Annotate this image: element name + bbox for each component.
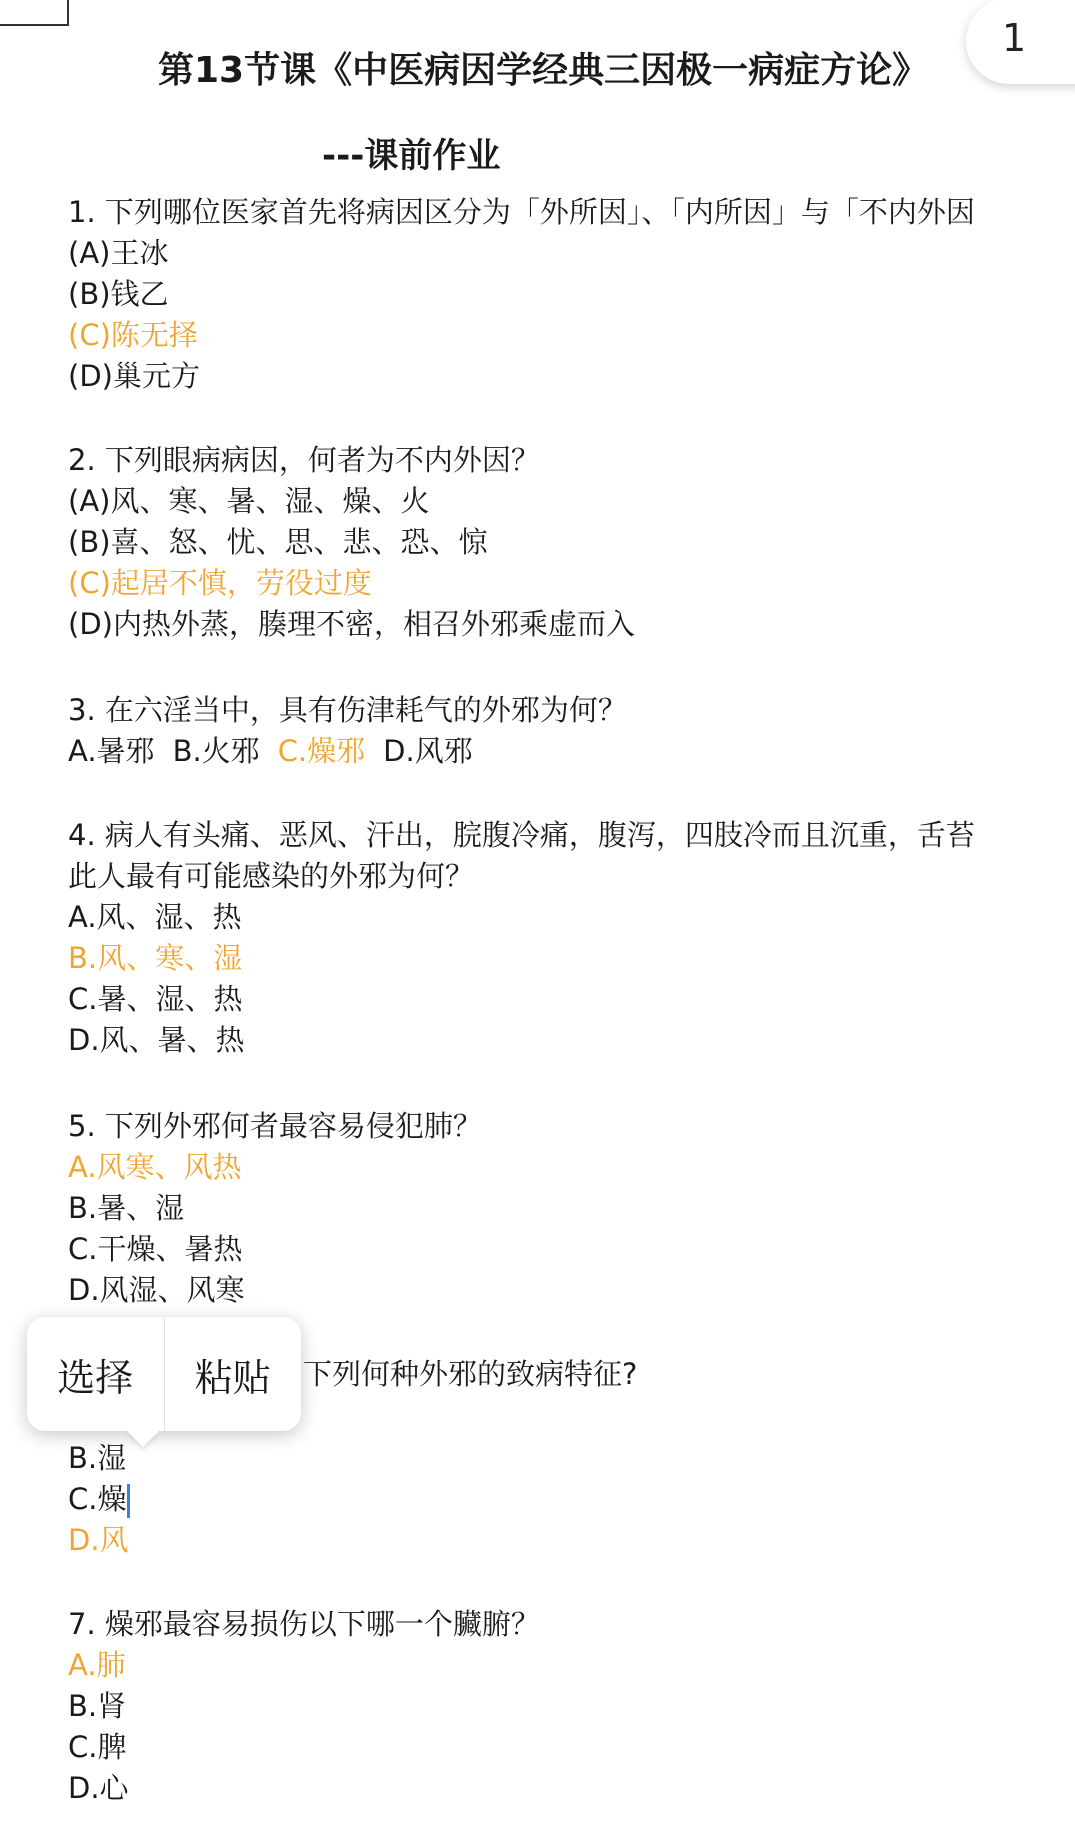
question-5-option-d[interactable]: D.风湿、风寒 bbox=[68, 1273, 245, 1307]
question-3-options[interactable] bbox=[68, 731, 491, 771]
question-5-option-c[interactable]: C.干燥、暑热 bbox=[68, 1232, 243, 1266]
question-1-option-d[interactable]: (D)巢元方 bbox=[68, 359, 200, 393]
text-context-menu bbox=[27, 1317, 301, 1431]
question-1-option-c-answer[interactable]: (C)陈无择 bbox=[68, 318, 198, 352]
question-6-option-d-answer[interactable]: D.风 bbox=[68, 1523, 129, 1557]
question-6-option-c-line[interactable] bbox=[68, 1479, 130, 1519]
select-menu-item[interactable]: 选择 bbox=[57, 1355, 134, 1400]
question-1-text[interactable]: 1. 下列哪位医家首先将病因区分为「外所因」、「内所因」与「不内外因 bbox=[68, 195, 975, 229]
question-5-option-a-answer[interactable]: A.风寒、风热 bbox=[68, 1150, 242, 1184]
question-4-option-a[interactable]: A.风、湿、热 bbox=[68, 900, 242, 934]
question-2-option-b[interactable]: (B)喜、怒、忧、思、悲、恐、惊 bbox=[68, 525, 488, 559]
question-3-option-a[interactable]: A.暑邪 bbox=[68, 734, 155, 768]
question-4-text-line2[interactable]: 此人最有可能感染的外邪为何？ bbox=[68, 859, 475, 893]
question-5-option-b[interactable]: B.暑、湿 bbox=[68, 1191, 185, 1225]
question-4-option-c[interactable]: C.暑、湿、热 bbox=[68, 982, 243, 1016]
question-1-option-b[interactable]: (B)钱乙 bbox=[68, 277, 169, 311]
question-4-text[interactable]: 4. 病人有头痛、恶风、汗出，脘腹冷痛，腹泻，四肢冷而且沉重，舌苔 bbox=[68, 818, 975, 852]
question-4-option-b-answer[interactable]: B.风、寒、湿 bbox=[68, 941, 243, 975]
question-2-option-c-answer[interactable]: (C)起居不慎，劳役过度 bbox=[68, 566, 372, 600]
question-3-option-b[interactable]: B.火邪 bbox=[172, 734, 260, 768]
question-2-option-d[interactable]: (D)内热外蒸，腠理不密，相召外邪乘虚而入 bbox=[68, 607, 635, 641]
question-7-option-a-answer[interactable]: A.肺 bbox=[68, 1648, 126, 1682]
document-title: 第13节课《中医病因学经典三因极一病症方论》 bbox=[158, 50, 929, 91]
question-7-option-b[interactable]: B.肾 bbox=[68, 1689, 127, 1723]
question-2-text[interactable]: 2. 下列眼病病因，何者为不内外因？ bbox=[68, 443, 540, 477]
question-7-option-c[interactable]: C.脾 bbox=[68, 1730, 127, 1764]
text-cursor bbox=[127, 1484, 130, 1518]
question-1-option-a[interactable]: (A)王冰 bbox=[68, 236, 169, 270]
question-4-option-d[interactable]: D.风、暑、热 bbox=[68, 1023, 245, 1057]
paste-menu-item[interactable]: 粘贴 bbox=[194, 1355, 271, 1400]
question-3-option-d[interactable]: D.风邪 bbox=[383, 734, 473, 768]
question-6-option-c[interactable]: C.燥 bbox=[68, 1482, 127, 1516]
question-6-text[interactable]: 下列何种外邪的致病特征? bbox=[303, 1357, 638, 1391]
question-5-text[interactable]: 5. 下列外邪何者最容易侵犯肺？ bbox=[68, 1109, 482, 1143]
question-7-option-d[interactable]: D.心 bbox=[68, 1771, 129, 1805]
question-3-option-c-answer[interactable]: C.燥邪 bbox=[277, 734, 366, 768]
question-6-option-b[interactable]: B.湿 bbox=[68, 1441, 127, 1475]
question-3-text[interactable]: 3. 在六淫当中，具有伤津耗气的外邪为何？ bbox=[68, 693, 627, 727]
page-number: 1 bbox=[1002, 16, 1027, 60]
question-7-text[interactable]: 7. 燥邪最容易损伤以下哪一个臟腑？ bbox=[68, 1607, 540, 1641]
page-corner-mark bbox=[0, 0, 69, 26]
question-2-option-a[interactable]: (A)风、寒、暑、湿、燥、火 bbox=[68, 484, 430, 518]
document-subtitle: ---课前作业 bbox=[322, 136, 501, 176]
